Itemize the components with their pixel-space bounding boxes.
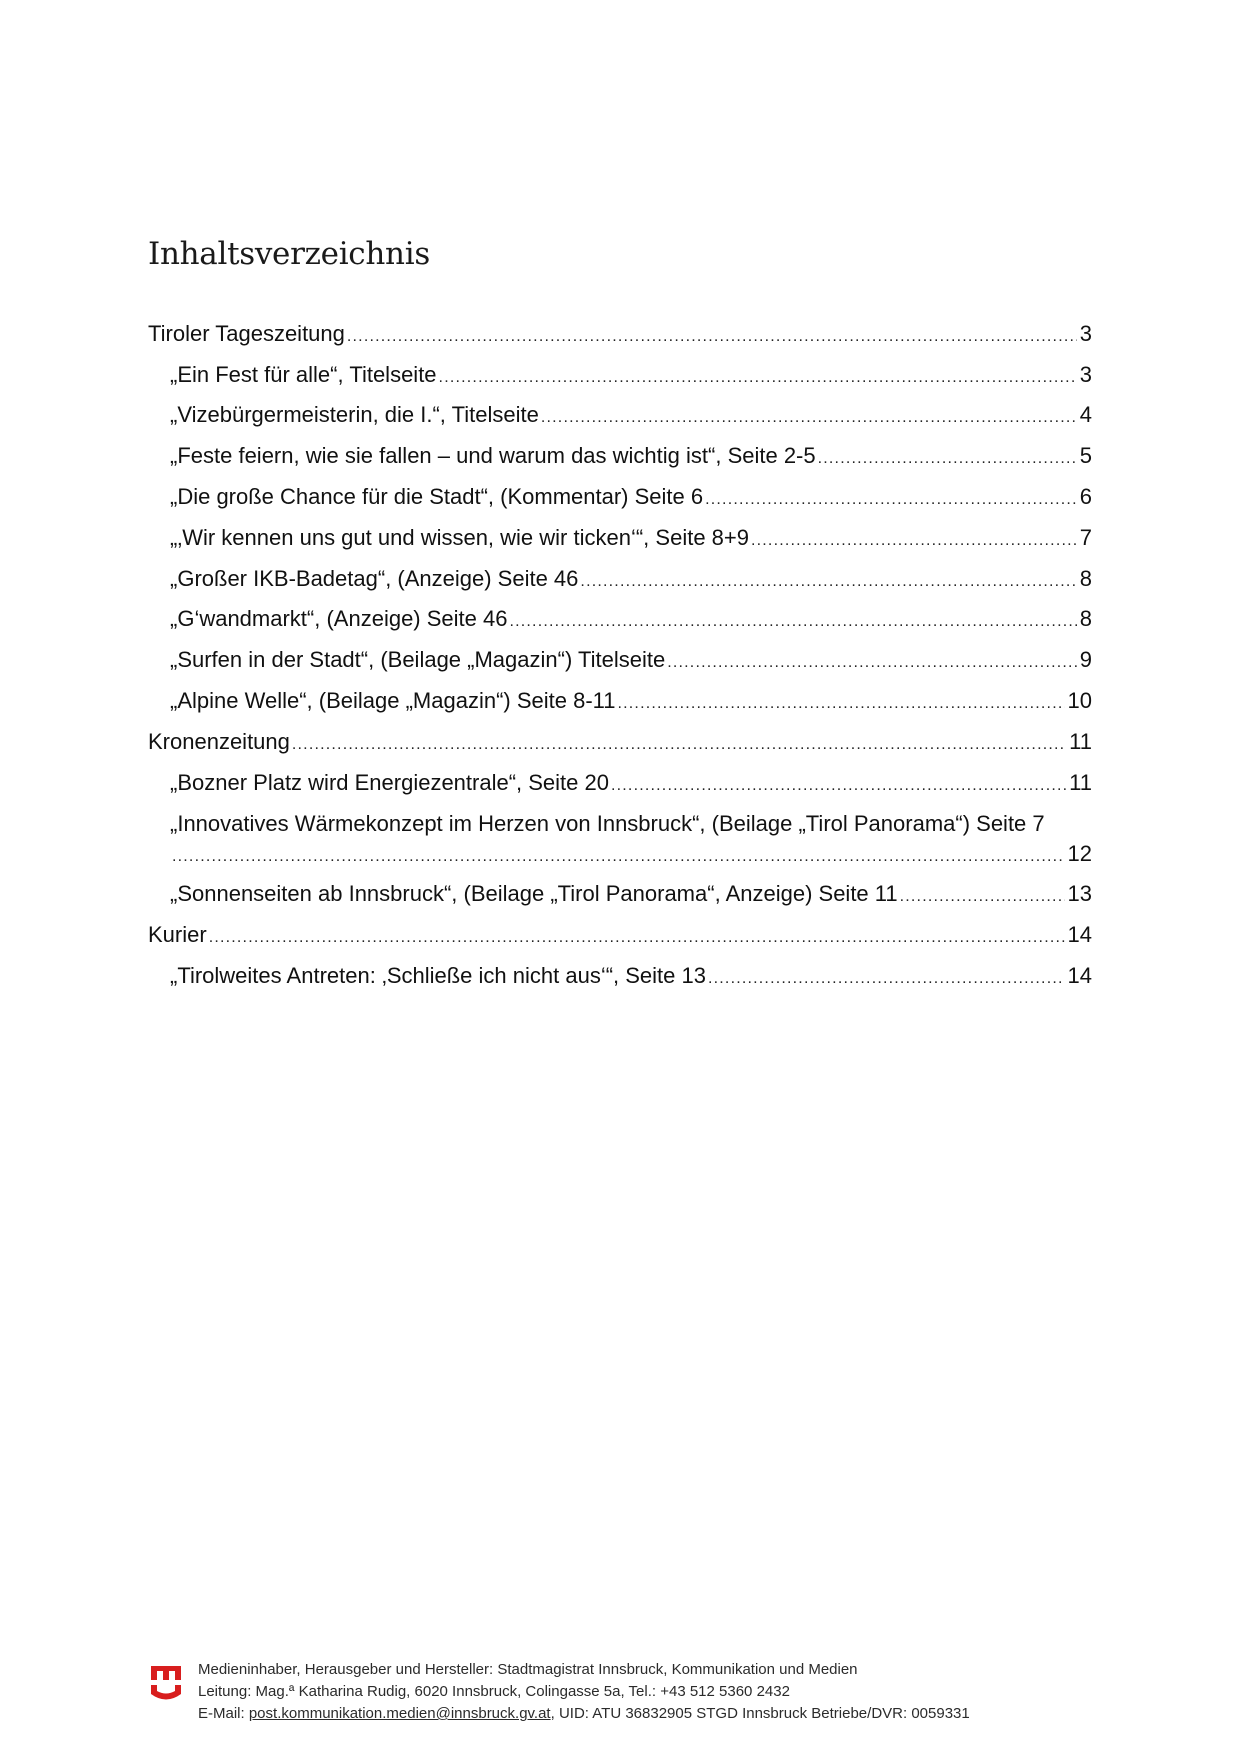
toc-entry-title: „Großer IKB-Badetag“, (Anzeige) Seite 46 [170,565,579,591]
toc-entry-title: „Sonnenseiten ab Innsbruck“, (Beilage „Tirol Panorama“, Anzeige) Seite 11 [170,881,898,907]
toc-dot-leader [347,327,1077,347]
email-link[interactable]: post.kommunikation.medien@innsbruck.gv.at [248,1705,551,1722]
toc-dot-leader [292,735,1066,755]
toc-page-number: 3 [1079,361,1092,387]
toc-entry-title: „Surfen in der Stadt“, (Beilage „Magazin“) Titelseite [170,647,666,673]
toc-dot-leader [751,531,1077,551]
toc-page-number: 13 [1067,881,1092,907]
footer [150,1659,1110,1729]
toc-dot-leader [509,612,1076,632]
toc-dot-leader [209,928,1065,948]
toc-entry[interactable] [148,714,1092,755]
toc-entry-title: „Innovatives Wärmekonzept im Herzen von Innsbruck“, (Beilage „Tirol Panorama“) Seite 7 [170,810,1045,836]
toc-page-number: 8 [1079,606,1092,632]
toc-dot-leader [618,694,1065,714]
toc-entry-title: „Feste feiern, wie sie fallen – und warum das wichtig ist“, Seite 2-5 [170,443,816,469]
toc-dot-leader [580,572,1076,592]
footer-uid-dvr: , UID: ATU 36832905 STGD Innsbruck Betriebe/DVR: 0059331 [550,1705,970,1722]
toc-entry-title: „Tirolweites Antreten: ‚Schließe ich nicht aus‘“, Seite 13 [170,962,706,988]
toc-entry-title: „Bozner Platz wird Energiezentrale“, Seite 20 [170,769,609,795]
toc-entry[interactable] [148,469,1092,510]
toc-page-number: 14 [1067,962,1092,988]
toc-page-number: 7 [1079,524,1092,550]
toc-page-number: 11 [1069,728,1092,754]
footer-line-publisher: Medieninhaber, Herausgeber und Hersteller: Stadtmagistrat Innsbruck, Kommunikation und Medien [198,1661,858,1678]
toc-entry[interactable] [148,388,1092,429]
toc-page-number: 12 [1067,840,1092,866]
innsbruck-logo-icon [150,1663,182,1703]
toc-entry[interactable] [148,551,1092,592]
logo-shape [151,1666,181,1700]
toc-entry[interactable] [148,867,1092,908]
footer-imprint [198,1659,970,1725]
toc-dot-leader [541,408,1077,428]
toc-entry[interactable] [148,907,1092,948]
toc-heading: Inhaltsverzeichnis [148,236,430,272]
toc-page-number: 5 [1079,443,1092,469]
toc-entry-title: „Die große Chance für die Stadt“, (Kommentar) Seite 6 [170,483,704,509]
toc-entry[interactable] [148,428,1092,469]
toc-entry[interactable] [148,347,1092,388]
toc-entry-title: Kronenzeitung [148,728,290,754]
toc-entry-title: „‚Wir kennen uns gut und wissen, wie wir ticken‘“, Seite 8+9 [170,524,749,550]
toc-page-number: 6 [1079,483,1092,509]
toc-page-number: 10 [1067,687,1092,713]
toc-page-number: 11 [1069,769,1092,795]
toc-entry[interactable] [148,306,1092,347]
toc-entry[interactable] [148,632,1092,673]
footer-line-contact [198,1703,970,1725]
toc-page-number: 3 [1079,320,1092,346]
toc-dot-leader [705,490,1077,510]
toc-page-number: 8 [1079,565,1092,591]
toc-entry-title: Tiroler Tageszeitung [148,320,345,346]
toc-entry-title: „G‘wandmarkt“, (Anzeige) Seite 46 [170,606,508,632]
toc-entry-title: „Vizebürgermeisterin, die I.“, Titelseite [170,402,539,428]
toc-dot-leader [818,449,1077,469]
toc-entry[interactable] [148,755,1092,796]
footer-line-management: Leitung: Mag.ª Katharina Rudig, 6020 Innsbruck, Colingasse 5a, Tel.: +43 512 5360 2432 [198,1683,790,1700]
toc-entry-title: Kurier [148,922,207,948]
toc-dot-leader [172,847,1065,867]
toc-dot-leader [900,887,1065,907]
toc-entry[interactable] [148,796,1092,867]
toc-entry[interactable] [148,948,1092,989]
toc-entry[interactable] [148,592,1092,633]
toc-dot-leader [667,653,1077,673]
toc-entry-title: „Ein Fest für alle“, Titelseite [170,361,437,387]
email-label: E-Mail: [198,1705,249,1722]
toc-entry[interactable] [148,673,1092,714]
toc-entry-title: „Alpine Welle“, (Beilage „Magazin“) Seite 8-11 [170,687,616,713]
toc-entry[interactable] [148,510,1092,551]
toc-dot-leader [708,969,1065,989]
toc-dot-leader [611,776,1066,796]
toc-page-number: 4 [1079,402,1092,428]
toc-page-number: 14 [1067,922,1092,948]
toc-list [148,306,1092,989]
toc-dot-leader [439,368,1077,388]
toc-page-number: 9 [1079,647,1092,673]
